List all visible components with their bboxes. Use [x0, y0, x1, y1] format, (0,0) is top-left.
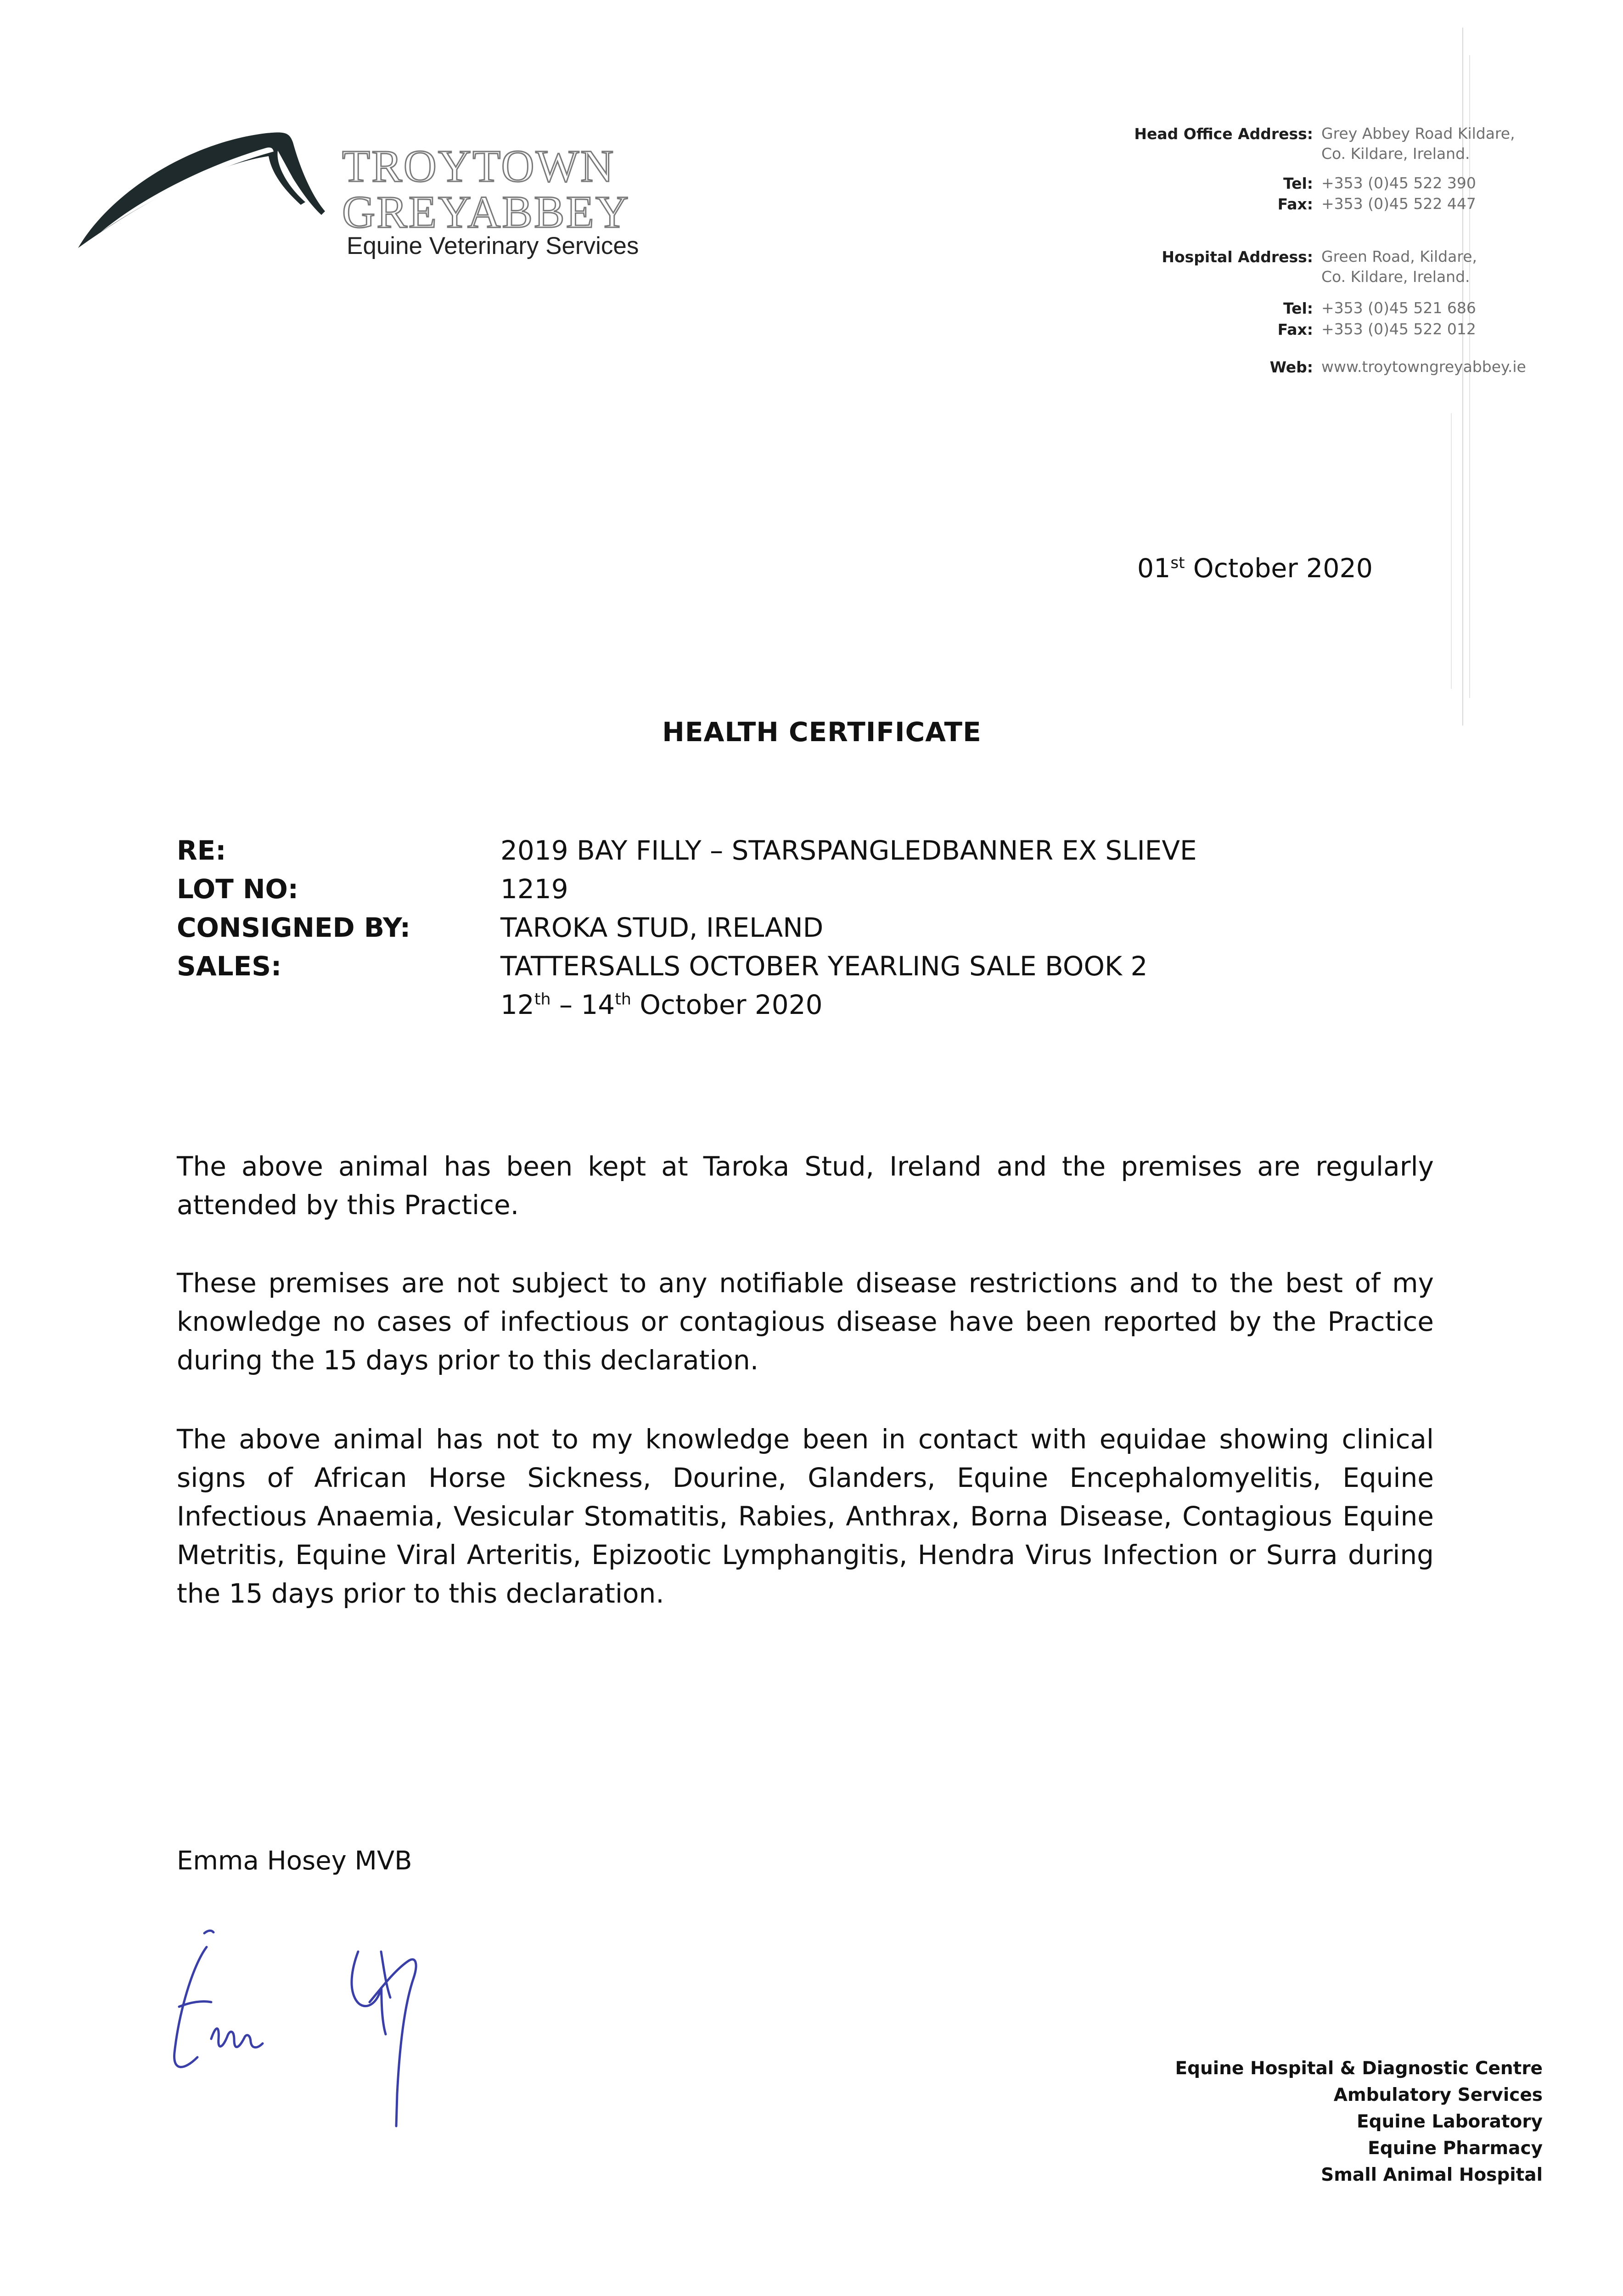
logo-wordmark-line1: TROYTOWN — [342, 141, 615, 191]
lot-label: LOT NO: — [177, 873, 298, 905]
sales-date-month-year: October 2020 — [640, 989, 823, 1020]
sales-start-day: 12 — [500, 989, 534, 1020]
paragraph-premises: The above animal has been kept at Taroka Stud, Ireland and the premises are regularly attended by this Practice. — [177, 1151, 1434, 1221]
web-label: Web: — [1269, 358, 1313, 376]
head-office-address-line1: Grey Abbey Road Kildare, — [1321, 124, 1515, 142]
date-suffix: st — [1170, 554, 1185, 572]
signatory-name: Emma Hosey MVB — [177, 1846, 412, 1876]
certificate-title: HEALTH CERTIFICATE — [662, 716, 982, 748]
sales-start-suffix: th — [534, 990, 551, 1009]
date-day: 01 — [1137, 553, 1171, 584]
head-office-tel-label: Tel: — [1283, 174, 1313, 192]
sales-label: SALES: — [177, 951, 282, 982]
hospital-fax-label: Fax: — [1277, 321, 1313, 338]
service-laboratory: Equine Laboratory — [1356, 2111, 1543, 2132]
handwritten-signature — [165, 1919, 496, 2131]
head-office-fax-label: Fax: — [1277, 195, 1313, 213]
logo-wordmark-line2: GREYABBEY — [342, 186, 630, 237]
service-ambulatory: Ambulatory Services — [1333, 2085, 1543, 2105]
hospital-address-line1: Green Road, Kildare, — [1321, 248, 1477, 265]
re-value: 2019 BAY FILLY – STARSPANGLEDBANNER EX SLIEVE — [500, 835, 1197, 866]
consigned-label: CONSIGNED BY: — [177, 912, 411, 943]
re-label: RE: — [177, 835, 226, 866]
sales-end-suffix: th — [615, 990, 631, 1009]
letter-date — [1137, 553, 1373, 584]
date-month-year: October 2020 — [1193, 553, 1373, 584]
lot-value: 1219 — [500, 873, 568, 905]
consigned-value: TAROKA STUD, IRELAND — [500, 912, 824, 943]
scan-artifact — [1451, 413, 1452, 689]
horse-head-logo-icon — [73, 124, 331, 262]
sales-value: TATTERSALLS OCTOBER YEARLING SALE BOOK 2 — [500, 951, 1148, 982]
service-small-animal: Small Animal Hospital — [1321, 2165, 1543, 2185]
hospital-tel: +353 (0)45 521 686 — [1321, 299, 1476, 317]
sales-dates — [500, 989, 823, 1020]
sales-date-separator: – — [550, 989, 581, 1020]
head-office-tel: +353 (0)45 522 390 — [1321, 174, 1476, 192]
hospital-address-label: Hospital Address: — [1162, 248, 1313, 266]
service-hospital: Equine Hospital & Diagnostic Centre — [1175, 2058, 1543, 2079]
hospital-fax: +353 (0)45 522 012 — [1321, 320, 1476, 338]
service-pharmacy: Equine Pharmacy — [1368, 2138, 1543, 2159]
sales-end-day: 14 — [581, 989, 615, 1020]
hospital-tel-label: Tel: — [1283, 299, 1313, 317]
head-office-address-line2: Co. Kildare, Ireland. — [1321, 145, 1470, 163]
head-office-label: Head Office Address: — [1134, 125, 1313, 143]
paragraph-disease-contact: The above animal has not to my knowledge been in contact with equidae showing clinical signs of African Horse Sickness, Dourine, Glanders, Equine Encephalomyelitis, Equine Infectious Anaemia, Vesicular Stomatitis, Rabies, Anthrax, Borna Disease, Contagious Equine Metritis, Equine Viral Arteritis, Epizootic Lymphangitis, Hendra Virus Infection or Surra during the 15 days prior to this declaration. — [177, 1424, 1434, 1609]
hospital-address-line2: Co. Kildare, Ireland. — [1321, 268, 1470, 286]
head-office-fax: +353 (0)45 522 447 — [1321, 195, 1476, 213]
paragraph-restrictions: These premises are not subject to any notifiable disease restrictions and to the best of my knowledge no cases of infectious or contagious disease have been reported by the Practice during the 15 days prior to this declaration. — [177, 1267, 1434, 1376]
website-link[interactable]: www.troytowngreyabbey.ie — [1321, 358, 1526, 376]
logo-tagline: Equine Veterinary Services — [347, 232, 639, 259]
